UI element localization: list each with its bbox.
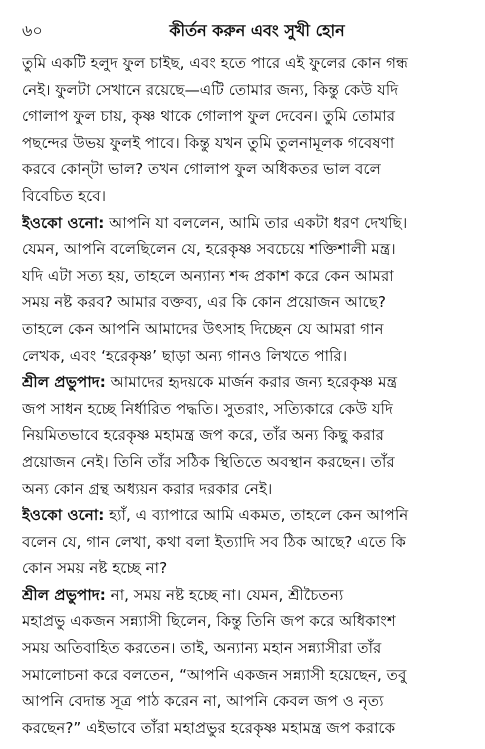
text-line: তাহলে কেন আপনি আমাদের উৎসাহ দিচ্ছেন যে আমরা গান	[22, 319, 384, 338]
text-line: মহাপ্রভু একজন সন্ন্যাসী ছিলেন, কিন্তু তিনি জপ করে অধিকাংশ	[22, 612, 396, 631]
dialogue-line: শ্রীল প্রভুপাদ: না, সময় নষ্ট হচ্ছে না। যেমন, শ্রীচৈতন্য	[22, 585, 344, 604]
text-line: করবে কোন্‌টা ভাল? তখন গোলাপ ফুল অধিকতর ভাল বলে	[22, 160, 381, 179]
text-line: পছন্দের উভয় ফুলই পাবে। কিন্তু যখন তুমি তুলনামূলক গবেষণা	[22, 133, 395, 152]
text-line: আপনি বেদান্ত সূত্র পাঠ করেন না, আপনি কেবল জপ ও নৃত্য	[22, 692, 384, 711]
text-line: লেখক, এবং ‘হরেকৃষ্ণ’ ছাড়া অন্য গানও লিখতে পারি।	[22, 346, 348, 365]
speaker-name: ইওকো ওনো:	[22, 213, 105, 232]
running-title: কীর্তন করুন এবং সুখী হোন	[169, 21, 345, 40]
speaker-name: শ্রীল প্রভুপাদ:	[22, 585, 106, 604]
speaker-name: শ্রীল প্রভুপাদ:	[22, 373, 106, 392]
text-line: যেমন, আপনি বলেছিলেন যে, হরেকৃষ্ণ সবচেয়ে শক্তিশালী মন্ত্র।	[22, 240, 396, 259]
text-line: তুমি একটি হলুদ ফুল চাইছ, এবং হতে পারে এই ফুলের কোন গন্ধ	[22, 54, 409, 72]
dialogue-line: শ্রীল প্রভুপাদ: আমাদের হৃদয়কে মার্জন করার জন্য হরেকৃষ্ণ মন্ত্র	[22, 373, 398, 392]
text-line: প্রয়োজন নেই। তিনি তাঁর সঠিক স্থিতিতে অবস্থান করছেন। তাঁর	[22, 452, 395, 471]
text-line: সময় নষ্ট করব? আমার বক্তব্য, এর কি কোন প্রয়োজন আছে?	[22, 293, 386, 312]
page-number: ৬০	[22, 21, 43, 40]
text-line: বলেন যে, গান লেখা, কথা বলা ইত্যাদি সব ঠিক আছে? এতে কি	[22, 532, 407, 551]
text-line: নিয়মিতভাবে হরেকৃষ্ণ মহামন্ত্র জপ করে, তাঁর অন্য কিছু করার	[22, 426, 384, 445]
page-header	[22, 14, 472, 48]
text-line: জপ সাধন হচ্ছে নির্ধারিত পদ্ধতি। সুতরাং, সত্যিকারে কেউ যদি	[22, 399, 393, 418]
dialogue-line: ইওকো ওনো: আপনি যা বললেন, আমি তার একটা ধরণ দেখছি।	[22, 213, 408, 232]
text-line: বিবেচিত হবে।	[22, 186, 107, 205]
text-line: সমালোচনা করে বলতেন, “আপনি একজন সন্ন্যাসী হয়েছেন, তবু	[22, 665, 407, 684]
dialogue-line: ইওকো ওনো: হ্যাঁ, এ ব্যাপারে আমি একমত, তাহলে কেন আপনি	[22, 506, 409, 525]
text-line: যদি এটা সত্য হয়, তাহলে অন্যান্য শব্দ প্রকাশ করে কেন আমরা	[22, 266, 394, 285]
book-page	[22, 14, 472, 738]
text-line: সময় অতিবাহিত করতেন। তাই, অন্যান্য মহান সন্ন্যাসীরা তাঁর	[22, 639, 382, 658]
text-line: করছেন?” এইভাবে তাঁরা মহাপ্রভুর হরেকৃষ্ণ মহামন্ত্র জপ করাকে	[22, 718, 396, 737]
text-line: নেই। ফুলটা সেখানে রয়েছে—এটি তোমার জন্য, কিন্তু কেউ যদি	[22, 80, 399, 99]
text-line: অন্য কোন গ্রন্থ অধ্যয়ন করার দরকার নেই।	[22, 479, 273, 498]
body-text	[22, 50, 472, 738]
text-line: কোন সময় নষ্ট হচ্ছে না?	[22, 559, 168, 578]
text-line: গোলাপ ফুল চায়, কৃষ্ণ থাকে গোলাপ ফুল দেবেন। তুমি তোমার	[22, 107, 396, 126]
speaker-name: ইওকো ওনো:	[22, 506, 105, 525]
